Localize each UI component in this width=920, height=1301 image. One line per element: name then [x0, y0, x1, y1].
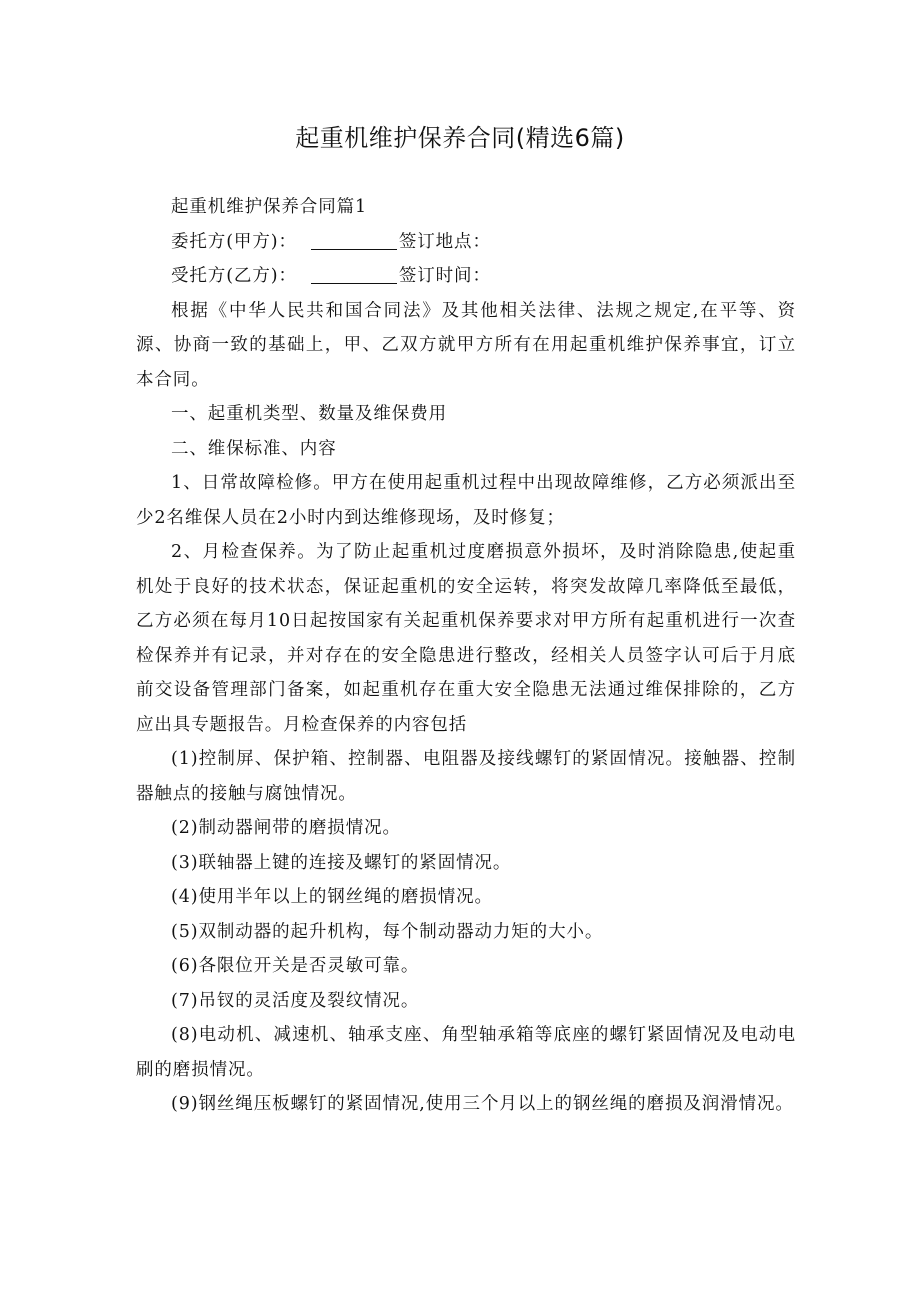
party-b-label: 受托方(乙方)：: [171, 266, 297, 286]
party-a-line: [136, 225, 796, 260]
item-monthly-maintenance: 2、月检查保养。为了防止起重机过度磨损意外损坏，及时消除隐患,使起重机处于良好的技术状态，保证起重机的安全运转，将突发故障几率降低至最低，乙方必须在每月10日起按国家有关起重机保养要求对甲方所有起重机进行一次查检保养并有记录，并对存在的安全隐患进行整改，经相关人员签字认可后于月底前交设备管理部门备案，如起重机存在重大安全隐患无法通过维保排除的，乙方应出具专题报告。月检查保养的内容包括: [136, 542, 796, 735]
party-b-line: [136, 259, 796, 294]
heading-two: 二、维保标准、内容: [171, 438, 337, 459]
check-item: (8)电动机、减速机、轴承支座、角型轴承箱等底座的螺钉紧固情况及电动电刷的磨损情况。: [136, 1025, 796, 1080]
check-item: (3)联轴器上键的连接及螺钉的紧固情况。: [171, 852, 512, 873]
check-item: (5)双制动器的起升机构，每个制动器动力矩的大小。: [171, 921, 604, 942]
document-title: 起重机维护保养合同(精选6篇): [295, 124, 625, 152]
check-item: (7)吊钗的灵活度及裂纹情况。: [171, 990, 420, 1011]
check-item: (6)各限位开关是否灵敏可靠。: [171, 956, 420, 976]
check-item: (1)控制屏、保护箱、控制器、电阻器及接线螺钉的紧固情况。接触器、控制器触点的接触与腐蚀情况。: [136, 749, 796, 804]
document-body: [136, 190, 796, 1122]
party-a-label: 委托方(甲方)：: [171, 231, 297, 252]
check-item: (2)制动器闸带的磨损情况。: [171, 818, 401, 838]
check-item: (9)钢丝绳压板螺钉的紧固情况,使用三个月以上的钢丝绳的磨损及润滑情况。: [171, 1094, 794, 1114]
signing-place-label: 签订地点：: [398, 231, 491, 252]
check-item: (4)使用半年以上的钢丝绳的磨损情况。: [171, 887, 493, 907]
item-daily-repair: 1、日常故障检修。甲方在使用起重机过程中出现故障维修，乙方必须派出至少2名维保人员在2小时内到达维修现场，及时修复；: [136, 473, 796, 528]
party-b-blank: [311, 265, 397, 284]
party-a-blank: [311, 231, 397, 250]
section-heading: 起重机维护保养合同篇1: [171, 197, 368, 217]
intro-paragraph: 根据《中华人民共和国合同法》及其他相关法律、法规之规定,在平等、资源、协商一致的基础上，甲、乙双方就甲方所有在用起重机维护保养事宜，订立本合同。: [136, 300, 796, 390]
signing-time-label: 签订时间：: [398, 266, 491, 286]
heading-one: 一、起重机类型、数量及维保费用: [171, 404, 447, 424]
